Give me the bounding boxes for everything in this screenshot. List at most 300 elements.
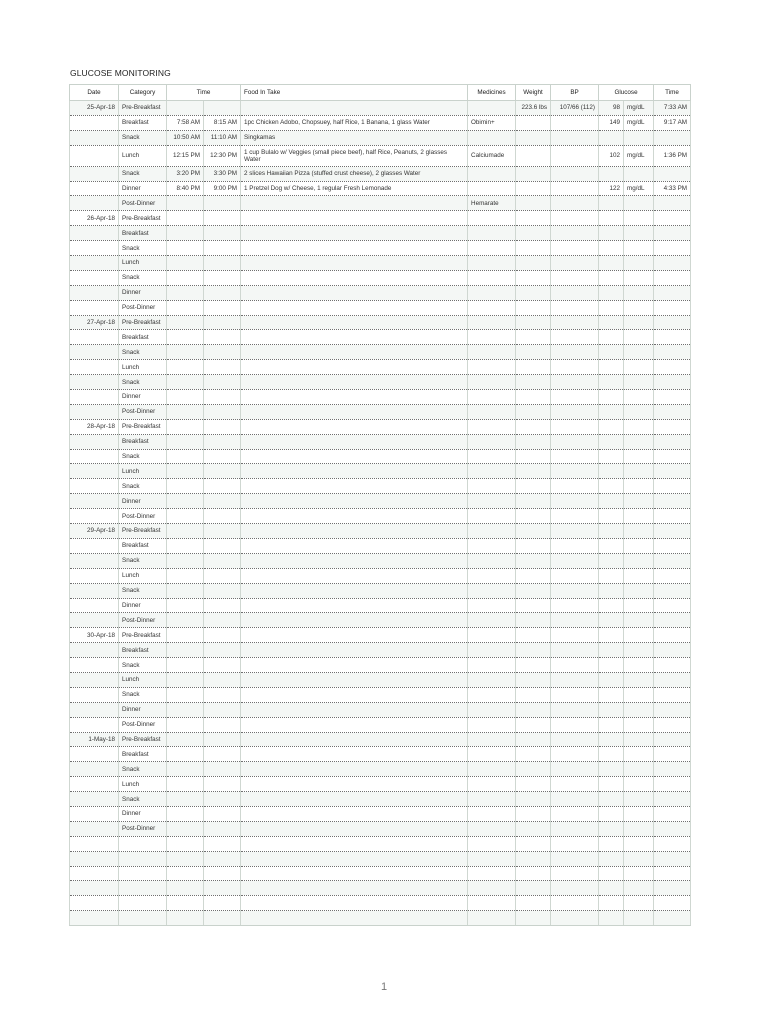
cell-weight [516, 404, 551, 419]
table-row [70, 538, 691, 553]
cell-category [119, 911, 167, 926]
cell-category [119, 896, 167, 911]
cell-weight [516, 464, 551, 479]
cell-reading-time [654, 702, 691, 717]
cell-reading-time [654, 130, 691, 145]
cell-glucose-unit [624, 747, 654, 762]
cell-glucose-unit [624, 613, 654, 628]
cell-bp [551, 285, 599, 300]
cell-bp [551, 375, 599, 390]
table-row [70, 806, 691, 821]
cell-food [241, 911, 468, 926]
cell-bp [551, 553, 599, 568]
cell-category: Post-Dinner [119, 717, 167, 732]
table-row [70, 896, 691, 911]
cell-reading-time [654, 836, 691, 851]
cell-date [70, 404, 119, 419]
cell-food [241, 628, 468, 643]
document-title: GLUCOSE MONITORING [70, 68, 171, 78]
cell-glucose [599, 166, 624, 181]
cell-bp [551, 538, 599, 553]
table-row [70, 115, 691, 130]
cell-category: Pre-Breakfast [119, 732, 167, 747]
cell-time-end [204, 881, 241, 896]
cell-medicines [468, 130, 516, 145]
cell-bp [551, 672, 599, 687]
header-food: Food In Take [241, 85, 468, 101]
cell-category: Snack [119, 583, 167, 598]
cell-food [241, 315, 468, 330]
cell-medicines [468, 762, 516, 777]
cell-date [70, 241, 119, 256]
cell-glucose [599, 747, 624, 762]
cell-reading-time [654, 419, 691, 434]
cell-glucose-unit: mg/dL [624, 181, 654, 196]
cell-category: Pre-Breakfast [119, 628, 167, 643]
table-row [70, 256, 691, 271]
cell-time-start [167, 390, 204, 405]
cell-weight [516, 479, 551, 494]
cell-food [241, 404, 468, 419]
cell-time-end [204, 434, 241, 449]
cell-date [70, 881, 119, 896]
cell-category: Pre-Breakfast [119, 524, 167, 539]
cell-medicines [468, 687, 516, 702]
cell-bp [551, 717, 599, 732]
cell-category: Pre-Breakfast [119, 315, 167, 330]
cell-bp [551, 434, 599, 449]
cell-date [70, 494, 119, 509]
cell-time-start [167, 806, 204, 821]
cell-category: Snack [119, 375, 167, 390]
table-row [70, 404, 691, 419]
cell-weight [516, 717, 551, 732]
cell-date [70, 747, 119, 762]
cell-glucose [599, 434, 624, 449]
cell-weight [516, 836, 551, 851]
cell-food [241, 851, 468, 866]
cell-time-start [167, 345, 204, 360]
cell-glucose [599, 836, 624, 851]
cell-glucose [599, 762, 624, 777]
cell-medicines [468, 628, 516, 643]
cell-date: 25-Apr-18 [70, 101, 119, 116]
cell-time-start [167, 404, 204, 419]
cell-glucose [599, 732, 624, 747]
cell-date [70, 643, 119, 658]
cell-date [70, 553, 119, 568]
table-row [70, 375, 691, 390]
cell-date [70, 145, 119, 166]
cell-glucose-unit [624, 285, 654, 300]
cell-category: Snack [119, 130, 167, 145]
cell-time-start [167, 211, 204, 226]
cell-bp [551, 583, 599, 598]
cell-glucose [599, 598, 624, 613]
table-row [70, 911, 691, 926]
cell-date [70, 270, 119, 285]
cell-food: 1 cup Bulalo w/ Veggies (small piece beef), half Rice, Peanuts, 2 glasses Water [241, 145, 468, 166]
cell-reading-time [654, 613, 691, 628]
cell-category: Post-Dinner [119, 613, 167, 628]
cell-food [241, 836, 468, 851]
cell-reading-time [654, 821, 691, 836]
cell-weight [516, 130, 551, 145]
cell-time-start [167, 866, 204, 881]
cell-food [241, 375, 468, 390]
cell-date [70, 851, 119, 866]
cell-bp [551, 479, 599, 494]
cell-reading-time [654, 464, 691, 479]
cell-category: Breakfast [119, 226, 167, 241]
cell-category: Dinner [119, 598, 167, 613]
cell-reading-time [654, 360, 691, 375]
cell-food [241, 449, 468, 464]
cell-glucose: 149 [599, 115, 624, 130]
cell-category [119, 851, 167, 866]
cell-food [241, 881, 468, 896]
cell-food [241, 613, 468, 628]
cell-bp [551, 464, 599, 479]
cell-medicines [468, 613, 516, 628]
cell-weight [516, 538, 551, 553]
cell-date [70, 866, 119, 881]
cell-glucose [599, 509, 624, 524]
cell-time-start [167, 643, 204, 658]
cell-date [70, 285, 119, 300]
cell-medicines [468, 256, 516, 271]
cell-time-end [204, 494, 241, 509]
cell-time-start [167, 509, 204, 524]
cell-food [241, 598, 468, 613]
cell-time-start: 8:40 PM [167, 181, 204, 196]
cell-reading-time [654, 494, 691, 509]
table-row [70, 270, 691, 285]
table-row [70, 762, 691, 777]
cell-weight [516, 256, 551, 271]
table-row [70, 583, 691, 598]
cell-glucose-unit [624, 315, 654, 330]
table-row [70, 717, 691, 732]
cell-category: Dinner [119, 702, 167, 717]
table-row [70, 628, 691, 643]
cell-time-end [204, 777, 241, 792]
cell-time-start [167, 315, 204, 330]
cell-date [70, 166, 119, 181]
cell-date [70, 777, 119, 792]
cell-medicines [468, 568, 516, 583]
cell-weight: 223.6 lbs [516, 101, 551, 116]
cell-date [70, 509, 119, 524]
cell-date [70, 130, 119, 145]
cell-weight [516, 732, 551, 747]
cell-time-start [167, 702, 204, 717]
table-row [70, 315, 691, 330]
cell-time-end: 9:00 PM [204, 181, 241, 196]
cell-glucose [599, 911, 624, 926]
cell-medicines [468, 896, 516, 911]
cell-glucose-unit [624, 762, 654, 777]
header-time: Time [167, 85, 241, 101]
cell-food: 1pc Chicken Adobo, Chopsuey, half Rice, 1 Banana, 1 glass Water [241, 115, 468, 130]
cell-food [241, 330, 468, 345]
cell-time-end [204, 598, 241, 613]
cell-glucose [599, 270, 624, 285]
cell-weight [516, 300, 551, 315]
cell-food [241, 196, 468, 211]
cell-bp [551, 806, 599, 821]
cell-time-end [204, 101, 241, 116]
cell-time-start: 12:15 PM [167, 145, 204, 166]
cell-glucose-unit [624, 390, 654, 405]
cell-weight [516, 583, 551, 598]
cell-time-end [204, 196, 241, 211]
table-row [70, 226, 691, 241]
cell-time-end [204, 360, 241, 375]
cell-reading-time [654, 598, 691, 613]
table-row [70, 792, 691, 807]
cell-time-end [204, 643, 241, 658]
cell-time-end [204, 538, 241, 553]
cell-bp [551, 256, 599, 271]
cell-weight [516, 345, 551, 360]
cell-weight [516, 211, 551, 226]
cell-time-end [204, 419, 241, 434]
cell-medicines [468, 270, 516, 285]
cell-category: Dinner [119, 181, 167, 196]
cell-food [241, 345, 468, 360]
cell-time-end [204, 672, 241, 687]
cell-weight [516, 792, 551, 807]
cell-food [241, 390, 468, 405]
cell-time-end [204, 464, 241, 479]
cell-date [70, 300, 119, 315]
cell-medicines [468, 330, 516, 345]
table-row [70, 300, 691, 315]
cell-date [70, 702, 119, 717]
cell-glucose-unit [624, 434, 654, 449]
cell-food [241, 419, 468, 434]
cell-food [241, 896, 468, 911]
cell-glucose [599, 777, 624, 792]
cell-time-end [204, 702, 241, 717]
cell-date: 26-Apr-18 [70, 211, 119, 226]
cell-category: Snack [119, 166, 167, 181]
cell-reading-time [654, 792, 691, 807]
cell-glucose-unit [624, 404, 654, 419]
cell-time-start [167, 538, 204, 553]
cell-food [241, 300, 468, 315]
cell-food: Singkamas [241, 130, 468, 145]
cell-time-start [167, 687, 204, 702]
cell-category: Snack [119, 553, 167, 568]
cell-reading-time [654, 285, 691, 300]
cell-time-end [204, 270, 241, 285]
table-body [70, 101, 691, 926]
cell-weight [516, 881, 551, 896]
cell-time-end: 12:30 PM [204, 145, 241, 166]
cell-glucose-unit [624, 330, 654, 345]
cell-bp [551, 509, 599, 524]
cell-glucose [599, 792, 624, 807]
cell-glucose [599, 360, 624, 375]
cell-time-start [167, 524, 204, 539]
cell-glucose [599, 241, 624, 256]
cell-bp [551, 792, 599, 807]
cell-glucose [599, 553, 624, 568]
table-row [70, 434, 691, 449]
cell-reading-time [654, 404, 691, 419]
cell-time-start [167, 568, 204, 583]
cell-medicines [468, 598, 516, 613]
cell-weight [516, 911, 551, 926]
cell-category: Dinner [119, 390, 167, 405]
cell-reading-time [654, 896, 691, 911]
cell-category: Snack [119, 270, 167, 285]
cell-medicines [468, 479, 516, 494]
cell-medicines [468, 419, 516, 434]
cell-category: Snack [119, 658, 167, 673]
cell-glucose [599, 130, 624, 145]
cell-weight [516, 568, 551, 583]
cell-reading-time [654, 568, 691, 583]
cell-category: Breakfast [119, 538, 167, 553]
cell-glucose [599, 658, 624, 673]
table-row [70, 145, 691, 166]
cell-reading-time [654, 717, 691, 732]
cell-food [241, 806, 468, 821]
cell-medicines [468, 792, 516, 807]
cell-category: Lunch [119, 145, 167, 166]
cell-weight [516, 330, 551, 345]
cell-time-end [204, 256, 241, 271]
cell-medicines [468, 702, 516, 717]
cell-medicines [468, 101, 516, 116]
cell-food [241, 702, 468, 717]
cell-time-start: 3:20 PM [167, 166, 204, 181]
cell-reading-time [654, 390, 691, 405]
cell-category: Lunch [119, 464, 167, 479]
cell-weight [516, 687, 551, 702]
cell-food: 1 Pretzel Dog w/ Cheese, 1 regular Fresh Lemonade [241, 181, 468, 196]
cell-glucose-unit [624, 777, 654, 792]
cell-time-start [167, 777, 204, 792]
cell-food [241, 643, 468, 658]
cell-weight [516, 270, 551, 285]
cell-reading-time [654, 524, 691, 539]
cell-glucose [599, 643, 624, 658]
cell-medicines [468, 643, 516, 658]
cell-weight [516, 762, 551, 777]
cell-time-start [167, 375, 204, 390]
table-row [70, 494, 691, 509]
cell-glucose-unit [624, 806, 654, 821]
cell-glucose-unit [624, 553, 654, 568]
cell-time-end [204, 821, 241, 836]
cell-weight [516, 851, 551, 866]
cell-time-end [204, 330, 241, 345]
cell-medicines [468, 434, 516, 449]
cell-weight [516, 390, 551, 405]
cell-food [241, 866, 468, 881]
cell-medicines [468, 911, 516, 926]
cell-weight [516, 375, 551, 390]
cell-glucose-unit [624, 479, 654, 494]
cell-glucose-unit [624, 256, 654, 271]
cell-weight [516, 866, 551, 881]
cell-food: 2 slices Hawaiian Pizza (stuffed crust cheese), 2 glasses Water [241, 166, 468, 181]
cell-bp [551, 315, 599, 330]
cell-date: 28-Apr-18 [70, 419, 119, 434]
cell-medicines [468, 717, 516, 732]
cell-weight [516, 241, 551, 256]
cell-reading-time [654, 553, 691, 568]
cell-weight [516, 821, 551, 836]
table-row [70, 330, 691, 345]
cell-bp [551, 687, 599, 702]
cell-reading-time [654, 256, 691, 271]
cell-weight [516, 145, 551, 166]
cell-glucose-unit [624, 583, 654, 598]
cell-weight [516, 494, 551, 509]
cell-bp [551, 702, 599, 717]
cell-category: Snack [119, 687, 167, 702]
page-number: 1 [380, 981, 388, 993]
cell-glucose [599, 285, 624, 300]
cell-bp [551, 449, 599, 464]
cell-medicines: Obimin+ [468, 115, 516, 130]
cell-weight [516, 702, 551, 717]
cell-date: 30-Apr-18 [70, 628, 119, 643]
cell-reading-time [654, 241, 691, 256]
cell-glucose-unit [624, 821, 654, 836]
cell-time-start [167, 821, 204, 836]
cell-reading-time [654, 375, 691, 390]
cell-bp [551, 598, 599, 613]
cell-date [70, 390, 119, 405]
cell-time-end [204, 553, 241, 568]
cell-food [241, 553, 468, 568]
cell-food [241, 494, 468, 509]
cell-food [241, 747, 468, 762]
table-row [70, 821, 691, 836]
cell-weight [516, 434, 551, 449]
cell-food [241, 270, 468, 285]
cell-food [241, 285, 468, 300]
table-row [70, 130, 691, 145]
table-row [70, 702, 691, 717]
cell-category: Lunch [119, 777, 167, 792]
cell-glucose-unit [624, 836, 654, 851]
cell-weight [516, 777, 551, 792]
cell-medicines [468, 390, 516, 405]
cell-medicines: Hemarate [468, 196, 516, 211]
cell-time-end [204, 285, 241, 300]
cell-medicines [468, 509, 516, 524]
cell-reading-time [654, 270, 691, 285]
cell-category: Post-Dinner [119, 509, 167, 524]
cell-time-end [204, 896, 241, 911]
cell-medicines [468, 806, 516, 821]
cell-time-end [204, 241, 241, 256]
cell-food [241, 658, 468, 673]
cell-glucose-unit [624, 792, 654, 807]
table-row [70, 345, 691, 360]
cell-time-start [167, 226, 204, 241]
cell-weight [516, 896, 551, 911]
cell-reading-time [654, 851, 691, 866]
table-row [70, 613, 691, 628]
